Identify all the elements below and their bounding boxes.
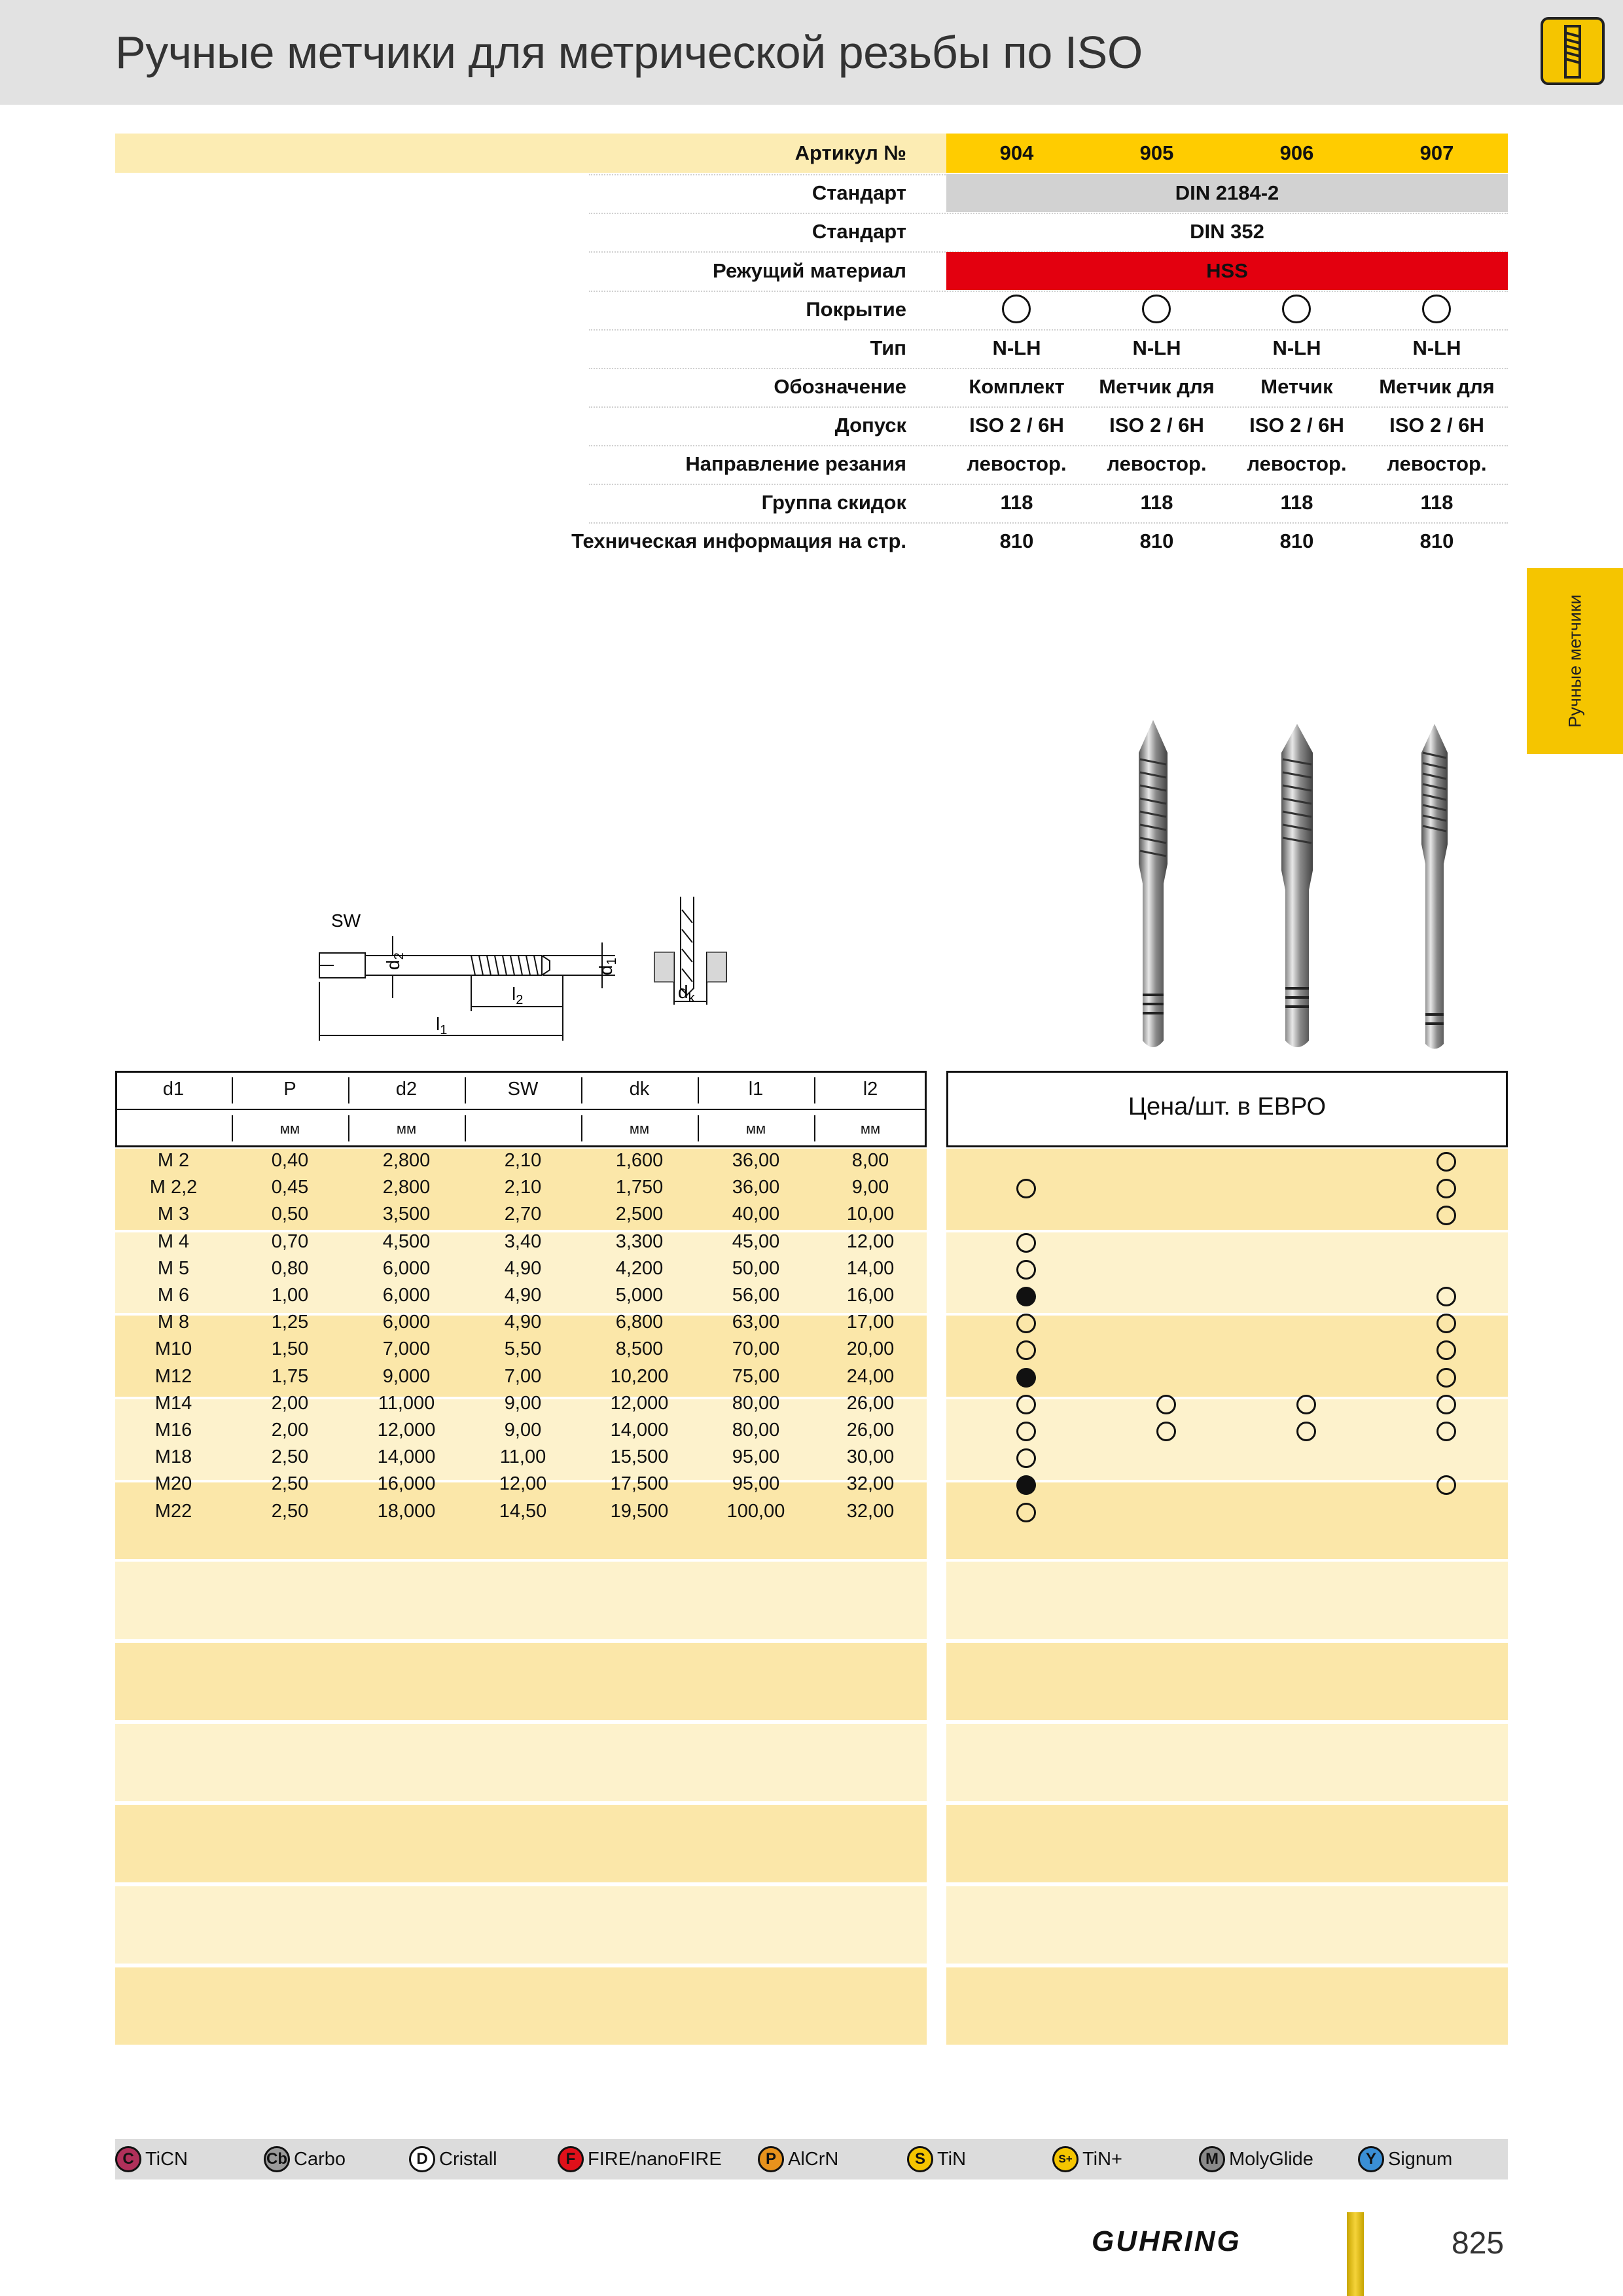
table-cell: 9,00 xyxy=(851,1177,889,1198)
available-stock-icon xyxy=(1016,1368,1036,1388)
row-band xyxy=(115,1967,927,2045)
drawing-label-sw: SW xyxy=(331,910,361,931)
table-cell: 1,50 xyxy=(271,1338,309,1360)
available-order-icon xyxy=(1016,1260,1036,1280)
tap-photo-1 xyxy=(1139,720,1168,1047)
coating-none-icon xyxy=(1422,295,1451,323)
table-cell: 10,00 xyxy=(846,1204,895,1225)
table-cell: 4,90 xyxy=(504,1285,542,1306)
table-cell: 4,500 xyxy=(382,1230,431,1252)
coating-code-icon: M xyxy=(1199,2146,1225,2172)
row-band xyxy=(115,1643,927,1720)
table-cell: 4,200 xyxy=(615,1257,664,1279)
designation-value: Комплект xyxy=(969,375,1065,398)
table-cell: 4,90 xyxy=(504,1257,542,1279)
discount-value: 118 xyxy=(1420,491,1454,514)
legend-label: FIRE/nanoFIRE xyxy=(588,2148,722,2170)
standard1-label: Стандарт xyxy=(812,181,906,204)
header-divider xyxy=(115,1109,927,1110)
table-cell: M18 xyxy=(154,1446,192,1468)
available-order-icon xyxy=(1436,1314,1456,1333)
standard2-label: Стандарт xyxy=(812,220,906,243)
legend-label: TiN+ xyxy=(1082,2148,1122,2170)
unit-dk: мм xyxy=(629,1121,650,1137)
table-cell: 0,40 xyxy=(271,1150,309,1171)
legend-item xyxy=(1052,2139,1122,2179)
designation-value: Метчик для xyxy=(1099,375,1215,398)
table-cell: 3,40 xyxy=(504,1230,542,1252)
material-label: Режущий материал xyxy=(713,259,906,282)
drawing-label-d1: $d_1$ xyxy=(596,958,619,975)
available-order-icon xyxy=(1436,1395,1456,1414)
tap-photo-3 xyxy=(1421,724,1448,1049)
table-cell: 12,000 xyxy=(610,1392,669,1414)
designation-label: Обозначение xyxy=(774,375,906,398)
table-cell: M22 xyxy=(154,1500,192,1522)
page-title: Ручные метчики для метрической резьбы по ISO xyxy=(115,27,1143,78)
table-cell: 26,00 xyxy=(846,1392,895,1414)
column-divider xyxy=(465,1115,466,1141)
designation-value: Метчик для xyxy=(1379,375,1495,398)
divider xyxy=(589,406,1508,408)
row-band xyxy=(946,1886,1508,1964)
table-cell: 6,000 xyxy=(382,1285,431,1306)
table-cell: 9,000 xyxy=(382,1365,431,1387)
legend-item xyxy=(558,2139,722,2179)
article-number: 905 xyxy=(1139,141,1174,164)
legend-item xyxy=(1199,2139,1313,2179)
legend-item xyxy=(907,2139,966,2179)
available-order-icon xyxy=(1436,1368,1456,1388)
table-cell: 9,00 xyxy=(504,1392,542,1414)
legend-label: Carbo xyxy=(294,2148,346,2170)
drawing-label-dk: $d_k$ xyxy=(678,982,695,1005)
legend-label: Cristall xyxy=(439,2148,497,2170)
col-header-sw: SW xyxy=(507,1079,539,1100)
divider xyxy=(589,484,1508,485)
tap-icon xyxy=(1541,17,1605,85)
standard1-value: DIN 2184-2 xyxy=(1175,181,1279,204)
table-cell: 9,00 xyxy=(504,1420,542,1441)
table-cell: 95,00 xyxy=(732,1473,780,1495)
table-cell: 16,000 xyxy=(377,1473,436,1495)
col-header-p: P xyxy=(283,1079,296,1100)
coating-none-icon xyxy=(1282,295,1311,323)
legend-item xyxy=(758,2139,838,2179)
table-cell: 15,500 xyxy=(610,1446,669,1468)
divider xyxy=(589,213,1508,214)
divider xyxy=(589,445,1508,446)
table-cell: 2,800 xyxy=(382,1177,431,1198)
table-cell: 30,00 xyxy=(846,1446,895,1468)
table-cell: 95,00 xyxy=(732,1446,780,1468)
unit-d2: мм xyxy=(396,1121,417,1137)
table-cell: M 2,2 xyxy=(149,1177,198,1198)
table-cell: 100,00 xyxy=(726,1500,785,1522)
table-cell: 5,000 xyxy=(615,1285,664,1306)
type-value: N-LH xyxy=(1132,336,1181,359)
article-number: 904 xyxy=(999,141,1034,164)
table-cell: 0,50 xyxy=(271,1204,309,1225)
section-tab-label: Ручные метчики xyxy=(1565,594,1584,728)
standard2-value: DIN 352 xyxy=(1190,220,1264,243)
available-order-icon xyxy=(1016,1314,1036,1333)
table-cell: M14 xyxy=(154,1392,192,1414)
available-order-icon xyxy=(1436,1179,1456,1198)
divider xyxy=(589,329,1508,331)
table-cell: 36,00 xyxy=(732,1150,780,1171)
table-cell: M 3 xyxy=(157,1204,190,1225)
available-order-icon xyxy=(1296,1422,1316,1441)
table-cell: 50,00 xyxy=(732,1257,780,1279)
table-cell: 2,500 xyxy=(615,1204,664,1225)
drawing-label-d2: $d_2$ xyxy=(383,952,406,970)
discount-label: Группа скидок xyxy=(761,491,906,514)
drawing-label-l2: $l_2$ xyxy=(512,984,524,1007)
available-order-icon xyxy=(1436,1287,1456,1306)
table-cell: 5,50 xyxy=(504,1338,542,1360)
table-cell: 11,00 xyxy=(499,1446,546,1468)
table-cell: 14,50 xyxy=(499,1500,547,1522)
table-cell: 8,500 xyxy=(615,1338,664,1360)
available-order-icon xyxy=(1436,1152,1456,1172)
table-cell: 75,00 xyxy=(732,1365,780,1387)
table-cell: M16 xyxy=(154,1420,192,1441)
table-cell: 11,000 xyxy=(378,1392,435,1414)
available-order-icon xyxy=(1016,1179,1036,1198)
table-cell: 0,45 xyxy=(271,1177,309,1198)
table-cell: 1,25 xyxy=(271,1312,309,1333)
article-number: 907 xyxy=(1419,141,1454,164)
unit-p: мм xyxy=(279,1121,300,1137)
table-cell: 2,00 xyxy=(271,1392,309,1414)
techinfo-value: 810 xyxy=(999,529,1034,552)
table-cell: 32,00 xyxy=(846,1500,895,1522)
available-order-icon xyxy=(1016,1503,1036,1522)
table-cell: 2,10 xyxy=(504,1177,542,1198)
table-cell: 7,000 xyxy=(382,1338,431,1360)
footer-accent-bar xyxy=(1347,2212,1364,2296)
table-cell: 36,00 xyxy=(732,1177,780,1198)
material-value: HSS xyxy=(1206,259,1248,282)
coating-code-icon: C xyxy=(115,2146,141,2172)
table-cell: M20 xyxy=(154,1473,192,1495)
techinfo-value: 810 xyxy=(1279,529,1314,552)
tolerance-label: Допуск xyxy=(834,414,906,437)
table-cell: 19,500 xyxy=(610,1500,669,1522)
section-tab xyxy=(1527,568,1623,754)
table-cell: 32,00 xyxy=(846,1473,895,1495)
col-header-dk: dk xyxy=(629,1079,650,1100)
legend-label: Signum xyxy=(1388,2148,1453,2170)
techinfo-label: Техническая информация на стр. xyxy=(571,529,906,552)
col-header-d1: d1 xyxy=(162,1079,185,1100)
available-order-icon xyxy=(1016,1233,1036,1253)
unit-l2: мм xyxy=(860,1121,881,1137)
coating-legend xyxy=(115,2139,1508,2179)
row-band xyxy=(115,1886,927,1964)
available-order-icon xyxy=(1436,1422,1456,1441)
table-cell: 2,50 xyxy=(271,1446,309,1468)
table-cell: 14,000 xyxy=(610,1420,669,1441)
table-cell: M10 xyxy=(154,1338,192,1360)
divider xyxy=(589,368,1508,369)
legend-item xyxy=(1358,2139,1452,2179)
drawing-label-l1: $l_1$ xyxy=(436,1014,448,1037)
article-label: Артикул № xyxy=(794,141,906,164)
table-cell: 1,600 xyxy=(615,1150,664,1171)
table-cell: 2,70 xyxy=(504,1204,542,1225)
row-band xyxy=(946,1805,1508,1882)
coating-none-icon xyxy=(1002,295,1031,323)
techinfo-value: 810 xyxy=(1419,529,1454,552)
brand-logo: GUHRING xyxy=(1092,2225,1241,2257)
table-cell: M 6 xyxy=(157,1285,190,1306)
table-cell: 2,50 xyxy=(271,1500,309,1522)
type-value: N-LH xyxy=(992,336,1041,359)
direction-value: левостор. xyxy=(967,452,1067,475)
page-number: 825 xyxy=(1452,2226,1505,2261)
table-cell: 2,50 xyxy=(271,1473,309,1495)
table-cell: 1,75 xyxy=(271,1365,309,1387)
legend-label: TiCN xyxy=(145,2148,188,2170)
product-photo xyxy=(1113,713,1505,1060)
table-cell: 8,00 xyxy=(851,1150,889,1171)
coating-code-icon: S xyxy=(907,2146,933,2172)
table-cell: 3,500 xyxy=(382,1204,431,1225)
table-cell: 1,750 xyxy=(615,1177,664,1198)
table-cell: 24,00 xyxy=(846,1365,895,1387)
table-cell: 14,00 xyxy=(846,1257,895,1279)
direction-value: левостор. xyxy=(1247,452,1347,475)
table-cell: 1,00 xyxy=(271,1285,309,1306)
table-cell: 56,00 xyxy=(732,1285,780,1306)
direction-value: левостор. xyxy=(1387,452,1487,475)
table-cell: 80,00 xyxy=(732,1392,780,1414)
table-cell: M12 xyxy=(154,1365,192,1387)
coating-code-icon: S+ xyxy=(1052,2146,1079,2172)
designation-value: Метчик xyxy=(1260,375,1333,398)
direction-label: Направление резания xyxy=(685,452,906,475)
table-cell: 6,000 xyxy=(382,1312,431,1333)
table-cell: 18,000 xyxy=(377,1500,436,1522)
coating-code-icon: Y xyxy=(1358,2146,1384,2172)
table-cell: 17,500 xyxy=(610,1473,669,1495)
table-cell: 40,00 xyxy=(732,1204,780,1225)
legend-item xyxy=(115,2139,188,2179)
table-cell: 63,00 xyxy=(732,1312,780,1333)
available-order-icon xyxy=(1016,1422,1036,1441)
legend-label: TiN xyxy=(937,2148,967,2170)
unit-l1: мм xyxy=(745,1121,766,1137)
table-cell: 17,00 xyxy=(846,1312,895,1333)
row-band xyxy=(946,1643,1508,1720)
table-cell: M 4 xyxy=(157,1230,190,1252)
table-cell: 0,80 xyxy=(271,1257,309,1279)
price-header: Цена/шт. в ЕВРО xyxy=(1128,1093,1327,1121)
divider xyxy=(589,291,1508,292)
type-label: Тип xyxy=(870,336,906,359)
row-band xyxy=(946,1724,1508,1801)
table-cell: 2,10 xyxy=(504,1150,542,1171)
coating-code-icon: Cb xyxy=(264,2146,290,2172)
table-cell: 4,90 xyxy=(504,1312,542,1333)
tolerance-value: ISO 2 / 6H xyxy=(969,414,1064,437)
row-band xyxy=(946,1562,1508,1639)
tolerance-value: ISO 2 / 6H xyxy=(1249,414,1344,437)
col-header-l2: l2 xyxy=(863,1079,878,1100)
table-cell: 70,00 xyxy=(732,1338,780,1360)
table-cell: 2,800 xyxy=(382,1150,431,1171)
table-cell: M 8 xyxy=(157,1312,190,1333)
techinfo-value: 810 xyxy=(1139,529,1174,552)
table-cell: 12,00 xyxy=(499,1473,547,1495)
divider xyxy=(589,522,1508,524)
row-band xyxy=(115,1724,927,1801)
table-cell: 7,00 xyxy=(504,1365,542,1387)
legend-item xyxy=(264,2139,346,2179)
type-value: N-LH xyxy=(1412,336,1461,359)
available-order-icon xyxy=(1156,1395,1176,1414)
table-cell: 12,00 xyxy=(846,1230,895,1252)
coating-none-icon xyxy=(1142,295,1171,323)
available-order-icon xyxy=(1016,1395,1036,1414)
table-cell: 80,00 xyxy=(732,1420,780,1441)
table-cell: 20,00 xyxy=(846,1338,895,1360)
table-cell: M 5 xyxy=(157,1257,190,1279)
available-order-icon xyxy=(1156,1422,1176,1441)
row-band xyxy=(115,1805,927,1882)
direction-value: левостор. xyxy=(1107,452,1207,475)
coating-label: Покрытие xyxy=(806,298,906,321)
table-cell: 26,00 xyxy=(846,1420,895,1441)
discount-value: 118 xyxy=(1280,491,1313,514)
table-cell: 6,000 xyxy=(382,1257,431,1279)
row-band xyxy=(115,1562,927,1639)
tolerance-value: ISO 2 / 6H xyxy=(1109,414,1204,437)
row-band xyxy=(946,1967,1508,2045)
col-header-l1: l1 xyxy=(748,1079,764,1100)
discount-value: 118 xyxy=(1000,491,1033,514)
legend-label: AlCrN xyxy=(788,2148,839,2170)
legend-item xyxy=(409,2139,497,2179)
available-order-icon xyxy=(1016,1448,1036,1468)
discount-value: 118 xyxy=(1140,491,1173,514)
table-cell: 2,00 xyxy=(271,1420,309,1441)
available-order-icon xyxy=(1296,1395,1316,1414)
table-cell: 12,000 xyxy=(377,1420,436,1441)
table-cell: 3,300 xyxy=(615,1230,664,1252)
table-cell: 45,00 xyxy=(732,1230,780,1252)
legend-label: MolyGlide xyxy=(1229,2148,1313,2170)
table-cell: 10,200 xyxy=(610,1365,669,1387)
table-cell: 6,800 xyxy=(615,1312,664,1333)
coating-code-icon: D xyxy=(409,2146,435,2172)
table-cell: 0,70 xyxy=(271,1230,309,1252)
available-stock-icon xyxy=(1016,1287,1036,1306)
coating-code-icon: F xyxy=(558,2146,584,2172)
article-number: 906 xyxy=(1279,141,1314,164)
coating-code-icon: P xyxy=(758,2146,784,2172)
table-cell: 16,00 xyxy=(846,1285,895,1306)
col-header-d2: d2 xyxy=(395,1079,418,1100)
table-cell: 14,000 xyxy=(377,1446,436,1468)
tap-photo-2 xyxy=(1281,724,1313,1047)
tolerance-value: ISO 2 / 6H xyxy=(1389,414,1484,437)
table-cell: M 2 xyxy=(157,1150,190,1171)
tap-dimension-drawing xyxy=(308,890,766,1054)
type-value: N-LH xyxy=(1272,336,1321,359)
